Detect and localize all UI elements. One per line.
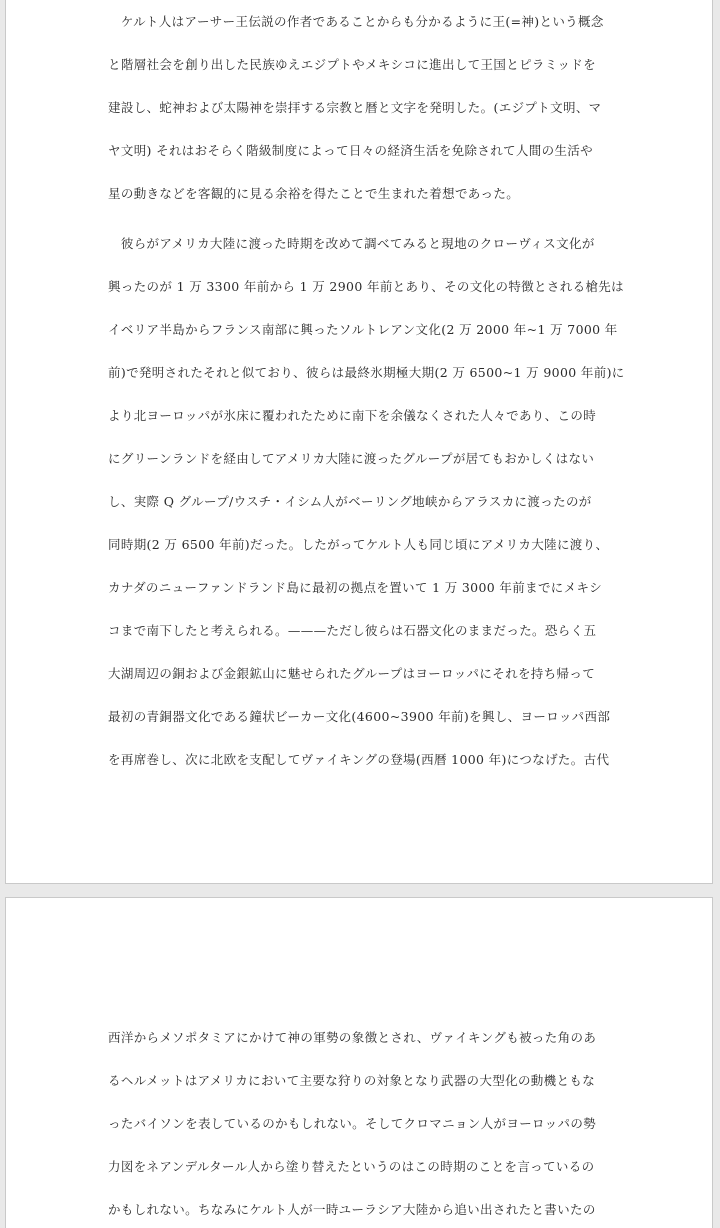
text-line: カナダのニューファンドランド島に最初の拠点を置いて 1 万 3000 年前までにメキシ xyxy=(108,580,603,595)
text-line: し、実際 Q グループ/ウスチ・イシム人がベーリング地峡からアラスカに渡ったのが xyxy=(108,494,592,509)
text-line: より北ヨーロッパが氷床に覆われたために南下を余儀なくされた人々であり、この時 xyxy=(108,408,597,423)
text-line: かもしれない。ちなみにケルト人が一時ユーラシア大陸から追い出されたと書いたの xyxy=(108,1202,596,1217)
text-line: イベリア半島からフランス南部に興ったソルトレアン文化(2 万 2000 年~1 万 7000 年 xyxy=(108,322,618,337)
text-line: 大湖周辺の銅および金銀鉱山に魅せられたグループはヨーロッパにそれを持ち帰って xyxy=(108,666,596,681)
page-1-body xyxy=(108,0,625,781)
text-line: ったバイソンを表しているのかもしれない。そしてクロマニョン人がヨーロッパの勢 xyxy=(108,1116,597,1131)
text-line: ケルト人はアーサー王伝説の作者であることからも分かるように王(=神)という概念 xyxy=(108,14,604,29)
paragraph-continuation xyxy=(108,1016,616,1228)
text-line: を再席巻し、次に北欧を支配してヴァイキングの登場(西暦 1000 年)につなげた。古代 xyxy=(108,752,610,767)
page-2-body xyxy=(108,1016,616,1228)
text-line: 同時期(2 万 6500 年前)だった。したがってケルト人も同じ頃にアメリカ大陸に渡り、 xyxy=(108,537,609,552)
text-line: 星の動きなどを客観的に見る余裕を得たことで生まれた着想であった。 xyxy=(108,186,520,201)
text-line: にグリーンランドを経由してアメリカ大陸に渡ったグループが居てもおかしくはない xyxy=(108,451,595,466)
text-line: 力図をネアンデルタール人から塗り替えたというのはこの時期のことを言っているの xyxy=(108,1159,595,1174)
text-line: 西洋からメソポタミアにかけて神の軍勢の象徴とされ、ヴァイキングも被った角のあ xyxy=(108,1030,597,1045)
text-line: と階層社会を創り出した民族ゆえエジプトやメキシコに進出して王国とピラミッドを xyxy=(108,57,596,72)
paragraph-spacer xyxy=(108,215,616,222)
document-page-1 xyxy=(5,0,713,884)
text-line: 前)で発明されたそれと似ており、彼らは最終氷期極大期(2 万 6500~1 万 9000 年前)に xyxy=(108,365,625,380)
paragraph-migration-timeline xyxy=(108,222,625,781)
text-line: 彼らがアメリカ大陸に渡った時期を改めて調べてみると現地のクローヴィス文化が xyxy=(108,236,595,251)
text-line: 最初の青銅器文化である鐘状ビーカー文化(4600~3900 年前)を興し、ヨーロッパ西部 xyxy=(108,709,611,724)
document-page-2 xyxy=(5,897,713,1228)
text-line: 興ったのが 1 万 3300 年前から 1 万 2900 年前とあり、その文化の特徴とされる槍先は xyxy=(108,279,624,294)
text-line: 建設し、蛇神および太陽神を崇拝する宗教と暦と文字を発明した。(エジプト文明、マ xyxy=(108,100,602,115)
text-line: ヤ文明) それはおそらく階級制度によって日々の経済生活を免除されて人間の生活や xyxy=(108,143,594,158)
text-line: コまで南下したと考えられる。———ただし彼らは石器文化のままだった。恐らく五 xyxy=(108,623,597,638)
text-line: るヘルメットはアメリカにおいて主要な狩りの対象となり武器の大型化の動機ともな xyxy=(108,1073,596,1088)
paragraph-celts-kingship xyxy=(108,0,616,215)
